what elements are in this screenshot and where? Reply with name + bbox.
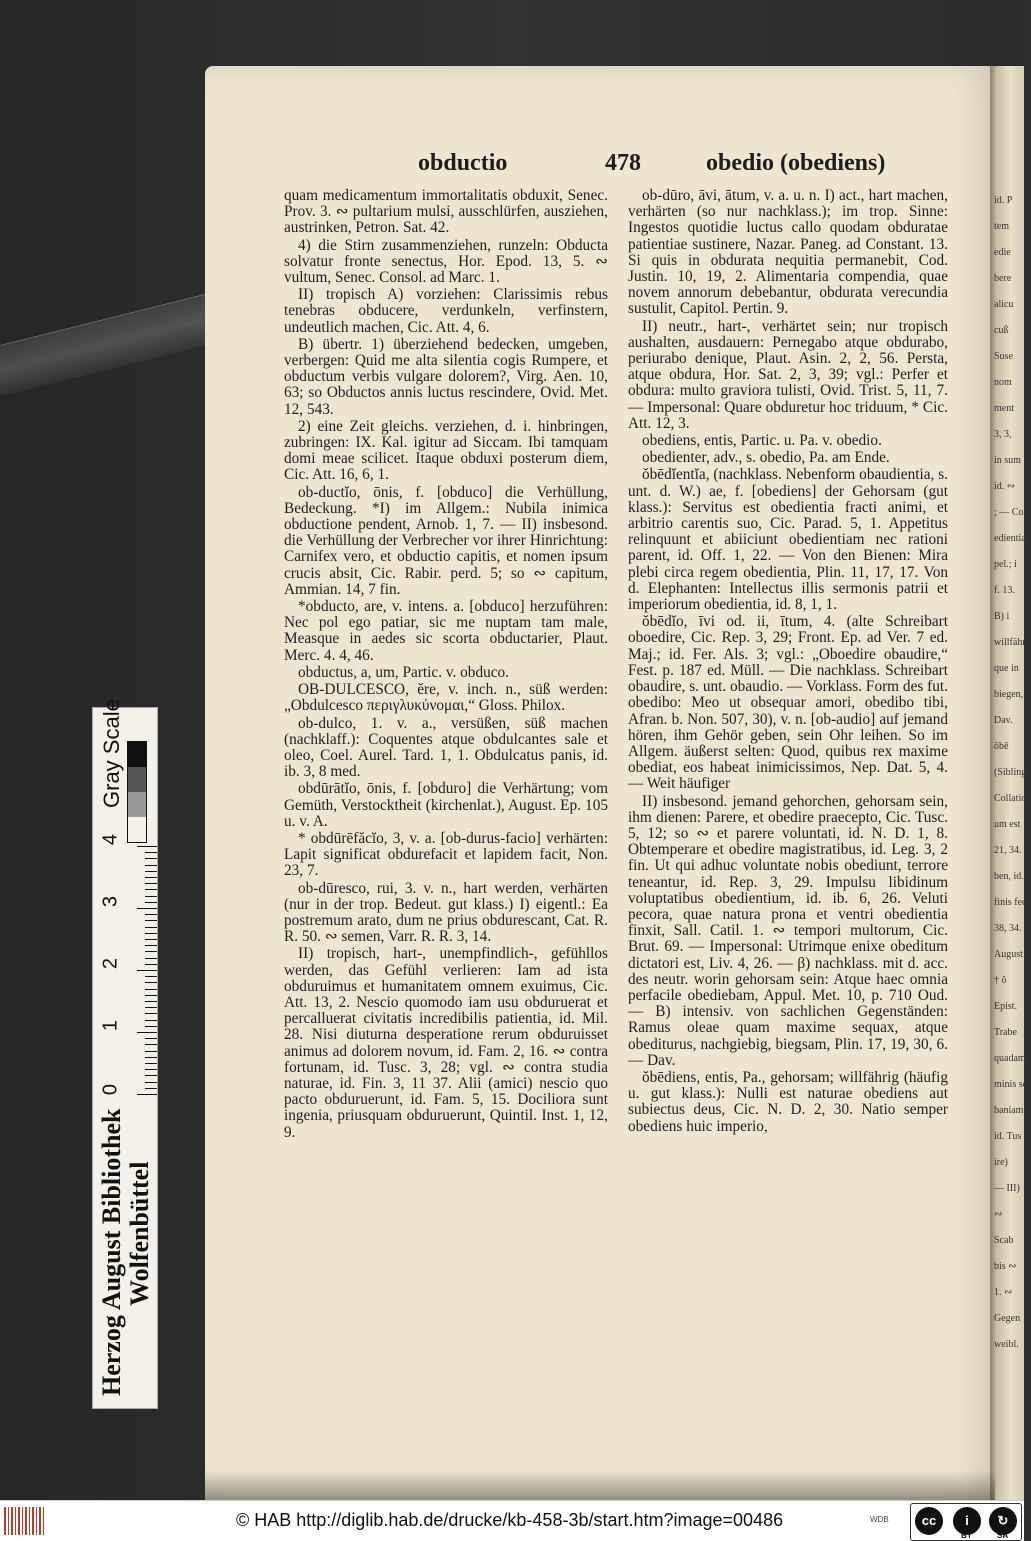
facing-page-fragment: edie <box>994 247 1011 258</box>
library-city: Wolfenbüttel <box>125 1161 154 1306</box>
page-bottom-shadow <box>205 1470 995 1500</box>
dictionary-entry: obediens, entis, Partic. u. Pa. v. obedio. <box>642 432 882 450</box>
gray-swatch <box>128 767 146 792</box>
by-icon: i <box>953 1507 981 1535</box>
facing-page-fragment: 21, 34. <box>994 845 1022 856</box>
dictionary-entry: *obducto, are, v. intens. a. [obduco] herzuführen: Nec pol ego patiar, sic me nuptam tam male, Measque in aedes sic scorta obductarier, Plaut. Merc. 4. 4, 46. <box>284 598 608 664</box>
ruler-tick <box>145 871 157 872</box>
dictionary-entry: ŏbēdĭentĭa, (nachklass. Nebenform obaudientia, s. unt. d. W.) ae, f. [obediens] der Gehorsam (gut klass.): Servitus est obedientia fracti animi, et arbitrio carentis suo, Cic. Parad. 5, 1. Appetitus relinquunt et abiiciunt obedientiam nec rationi parent, id. Off. 1, 22. — Von den Bienen: Mira plebi circa regem obedientia, Plin. 11, 17, 17. Von d. Elephanten: Intellectus illis sermonis patrii et imperiorum obedientia, id. 8, 1, 1. <box>628 466 948 614</box>
dictionary-entry: * obdūrēfăcĭo, 3, v. a. [ob-durus-facio] verhärten: Lapit significat obdurefacit et lapidem facit, Non. 23, 7. <box>284 829 608 880</box>
facing-page-fragment: ben, id. <box>994 871 1024 882</box>
facing-page-fragment: Trabe <box>994 1027 1017 1038</box>
facing-page-fragment: bis ∾ <box>994 1261 1017 1272</box>
facing-page-fragment: finis fece <box>994 897 1031 908</box>
facing-page-fragment: quadam <box>994 1053 1026 1064</box>
facing-page-fragment: (Sibling <box>994 767 1027 778</box>
library-name: Herzog August Bibliothek <box>97 1108 126 1396</box>
facing-page-fragment: 3, 3, <box>994 429 1012 440</box>
dictionary-entry: ŏbēdiens, entis, Pa., gehorsam; willfährig (häufig u. gut klass.): Nulli est naturae obediens aut subiectus deus, Cic. N. D. 2, 30. Natio semper obediens huic imperio, <box>628 1068 948 1135</box>
ruler-tick <box>145 865 157 866</box>
next-page-edge <box>990 66 1031 1500</box>
dictionary-entry: ob-dulco, 1. v. a., versüßen, süß machen (nachklaff.): Coquentes atque obdulcantes sale et oleo, Coel. Aurel. Tard. 1, 1. Obdulcatus panis, id. ib. 3, 8 med. <box>284 714 608 781</box>
gray-swatch <box>128 742 146 767</box>
facing-page-fragment: cuß <box>994 325 1009 336</box>
facing-page-fragment: ment <box>994 403 1014 414</box>
facing-page-fragment: ire) <box>994 1157 1008 1168</box>
facing-page-fragment: ∾ <box>994 1209 1003 1220</box>
facing-page-fragment: ; — Co <box>994 507 1024 518</box>
facing-page-fragment: — III) <box>994 1183 1020 1194</box>
facing-page-fragment: id. P <box>994 195 1013 206</box>
facing-page-fragment: Collation <box>994 793 1031 804</box>
facing-page-fragment: Dav. <box>994 715 1013 726</box>
ruler-tick <box>145 858 157 859</box>
facing-page-fragment: B) i <box>994 611 1010 622</box>
facing-page-fragment: baniam <box>994 1105 1024 1116</box>
dictionary-entry: B) übertr. 1) überziehend bedecken, umgeben, verbergen: Quid me alta silentia cogis Rumpere, et obductum verbis vulgare dolorem?, Virg. Aen. 10, 63; so Obductos annis luctus rescindere, Ovid. Met. 12, 543. <box>284 335 608 418</box>
dictionary-entry: ob-ductĭo, ōnis, f. [obduco] die Verhüllung, Bedeckung. *I) im Allgem.: Nubila inimica obductione pendent, Arnob. 1, 7. — II) insbesond. die Verhüllung der Verbrecher vor ihrer Hinrichtung: Carnifex vero, et obductio capitis, et nomen ipsum crucis absit, Cic. Rabir. perd. 5; so ∾ capitum, Ammian. 14, 7 fin. <box>284 483 608 598</box>
facing-page-fragment: 38, 34. <box>994 923 1022 934</box>
facing-page-fragment: bere <box>994 273 1012 284</box>
facing-page-fragment: August <box>994 949 1023 960</box>
facing-page-fragment: willfähr <box>994 637 1026 648</box>
dictionary-entry: 2) eine Zeit gleichs. verziehen, d. i. hinbringen, zubringen: IX. Kal. igitur ad Siccam. Ibi tamquam domi meae scilicet. Itaque obduxi posterum diem, Cic. Att. 16, 6, 1. <box>284 417 608 484</box>
ruler-number: 3 <box>99 895 122 908</box>
dictionary-entry: obdūrātĭo, ōnis, f. [obduro] die Verhärtung; vom Gemüth, Verstocktheit (kirchenlat.), August. Ep. 105 u. v. A. <box>284 780 608 830</box>
right-running-headword: obedio (obediens) <box>706 150 886 176</box>
facing-page-fragment: um est <box>994 819 1021 830</box>
dictionary-entry: 4) die Stirn zusammenziehen, runzeln: Obducta solvatur fronte senectus, Hor. Epod. 13, 5. ∾ vultum, Senec. Consol. ad Marc. 1. <box>284 236 608 287</box>
facing-page-fragment: alicu <box>994 299 1014 310</box>
ruler-tick <box>145 852 157 853</box>
facing-page-fragment: id. Tus <box>994 1131 1022 1142</box>
dictionary-entry: II) tropisch, hart-, unempfindlich-, gefühllos werden, das Gefühl verlieren: Iam ad ista obduruimus et humanitatem omnem exuimus, Cic. Att. 13, 2. Nescio quomodo iam usu obduruerat et percalluerat civitatis incredibilis patientia, id. Mil. 28. Nisi diuturna desperatione rerum obduruisset animus ad dolorem novum, id. Fam. 2, 16. ∾ contra fortunam, id. Tusc. 3, 28; vgl. ∾ contra studia naturae, id. Fin. 3, 11 37. Alii (amici) nescio quo pacto obduruerunt, id. Fam. 5, 15. Dociliora sunt ingenia, priusquam obduruerunt, Quintil. Inst. 1, 12, 9. <box>284 945 608 1141</box>
library-brand <box>93 878 157 1398</box>
ruler-number: 1 <box>99 1019 122 1032</box>
facing-page-fragment: Scab <box>994 1235 1014 1246</box>
facing-page-fragment: pel.; i <box>994 559 1017 570</box>
facing-page-fragment: in sum <box>994 455 1021 466</box>
facing-page-fragment: Suse <box>994 351 1013 362</box>
facing-page-fragment: Epist. <box>994 1001 1018 1012</box>
facing-page-fragment: id. ∾ <box>994 481 1016 492</box>
facing-page-fragment: † ŏ <box>994 975 1007 986</box>
facing-page-fragment: weibl. <box>994 1339 1019 1350</box>
dictionary-entry: obductus, a, um, Partic. v. obduco. <box>298 663 510 681</box>
dictionary-entry: II) tropisch A) vorziehen: Clarissimis rebus tenebras obducere, verdunkeln, verfinstern, undeutlich machen, Cic. Att. 4, 6. <box>284 286 608 336</box>
hab-logo-icon <box>4 1507 44 1535</box>
gray-scale-swatches <box>127 741 147 843</box>
dictionary-entry: II) insbesond. jemand gehorchen, gehorsam sein, ihm dienen: Parere, et obedire praecepto, Cic. Tusc. 5, 12; so ∾ et parere voluntati, id. N. D. 1, 8. Obtemperare et obedire magistratibus, id. Leg. 3, 2 fin. Ut qui adhuc voluntate nobis obediunt, terrore teneantur, id. Rep. 3, 29. Impulsu libidinum voluptatibus obedientium, id. ib. 6, 26. Veluti pecora, quae natura prona et ventri obedientia finxit, Sall. Catil. 1. ∾ tempori multorum, Cic. Brut. 69. — Impersonal: Utrimque enixe obeditum dictatori est, Liv. 4, 26. — β) nachklass. mit d. acc. des neutr. worin gehorsam sein: Atque haec omnia perfacile obediebam, Appul. Met. 10, p. 710 Oud. — B) intensiv. von sachlichen Gegenständen: Ramus oleae quam maxime sequax, atque obediturus, nachgiebig, biegsam, Plin. 17, 19, 30, 6. — Dav. <box>628 792 948 1069</box>
page-number: 478 <box>605 150 641 176</box>
facing-page-fragment: f. 13. <box>994 585 1015 596</box>
facing-page-fragment: minis sc <box>994 1079 1028 1090</box>
left-running-headword: obductio <box>418 150 508 176</box>
footer-bar <box>0 1500 1024 1541</box>
dictionary-entry: OB-DULCESCO, ĕre, v. inch. n., süß werden: „Obdulcesco περιγλυκύνομαι,“ Gloss. Philox. <box>284 681 608 715</box>
dictionary-entry: II) neutr., hart-, verhärtet sein; nur tropisch aushalten, ausdauern: Pernegabo atque obdurabo, periurabo denique, Plaut. Asin. 2, 2, 56. Persta, atque obdura, Hor. Sat. 2, 3, 39; vgl.: Perfer et obdura: multo graviora tulisti, Ovid. Trist. 5, 11, 7. — Impersonal: Quare obduretur hoc triduum, * Cic. Att. 12, 3. <box>628 317 948 432</box>
facing-page-fragment: nom <box>994 377 1012 388</box>
dictionary-entry: ob-dūro, āvi, ātum, v. a. u. n. I) act., hart machen, verhärten (so nur nachklass.); im trop. Sinne: Ingestos quotidie luctus callo quodam obduratae patientiae sustinere, Nazar. Paneg. ad Constant. 13. Si quis in obdurata nequitia permanebit, Cod. Justin. 10, 19, 2. Alimentaria compendia, quae novem annorum debebantur, obdurata verecundia sustulit, Capitol. Pertin. 9. <box>628 187 948 318</box>
cc-license-badge[interactable] <box>910 1503 1022 1541</box>
dictionary-entry: ob-dūresco, rui, 3. v. n., hart werden, verhärten (nur in der trop. Bedeut. gut klass.) I) eigentl.: Ea postremum arato, dum ne prius obdurescant, Cat. R. R. 50. ∾ semen, Varr. R. R. 3, 14. <box>284 879 608 946</box>
facing-page-fragment: edientia <box>994 533 1026 544</box>
sa-caption: SA <box>997 1531 1009 1540</box>
footer-url[interactable]: © HAB http://diglib.hab.de/drucke/kb-458-3b/start.htm?image=00486 <box>236 1510 784 1530</box>
cc-icon: cc <box>915 1507 943 1535</box>
by-caption: BY <box>961 1531 973 1540</box>
facing-page-fragment: 1. ∾ <box>994 1287 1013 1298</box>
gray-scale-label: Gray Scale <box>99 699 124 808</box>
dictionary-entry: ŏbēdĭo, īvi od. ii, ītum, 4. (alte Schreibart oboedire, Cic. Rep. 3, 29; Front. Ep. ad Ver. 7 ed. Maj.; id. Fer. Als. 3; vgl.: „Oboedire obaudire,“ Fest. p. 187 ed. Müll. — Die nachklass. Schreibart obaudire, s. unt. obaudio. — Vorklass. Form des fut. obedibo: Meo ut obsequar amori, obedibo tibi, Afran. b. Non. 507, 30), v. n. [ob-audio] auf jemand hören, ihm Gehör geben, sein Ohr leihen. So im Allgem. äußerst selten: Quod, quibus rex maxime obediat, eos habeat inimicissimos, Nep. Dat. 5, 4. — Weit häufiger <box>628 613 948 793</box>
gray-swatch <box>128 817 146 842</box>
gray-swatch <box>128 792 146 817</box>
facing-page-fragment: ŏbē <box>994 741 1009 752</box>
ruler-number: 4 <box>99 833 122 846</box>
ruler-number: 2 <box>99 957 122 970</box>
dictionary-entry: quam medicamentum immortalitatis obduxit, Senec. Prov. 3. ∾ pultarium mulsi, ausschlürfen, ausziehen, austrinken, Petron. Sat. 42. <box>284 187 608 237</box>
running-header <box>380 150 940 184</box>
right-text-column <box>628 188 948 1136</box>
ruler-tick <box>137 846 157 847</box>
left-text-column <box>284 188 608 1142</box>
scale-ruler <box>92 699 158 1409</box>
footer-small-text: WDB <box>870 1515 889 1524</box>
dictionary-entry: obedienter, adv., s. obedio, Pa. am Ende. <box>642 449 890 467</box>
facing-page-fragment: que in <box>994 663 1019 674</box>
facing-page-fragment: Gegen <box>994 1313 1021 1324</box>
facing-page-fragment: biegen, <box>994 689 1024 700</box>
ruler-number: 0 <box>99 1083 122 1096</box>
facing-page-fragment: tem <box>994 221 1009 232</box>
sa-icon: ↻ <box>989 1507 1017 1535</box>
